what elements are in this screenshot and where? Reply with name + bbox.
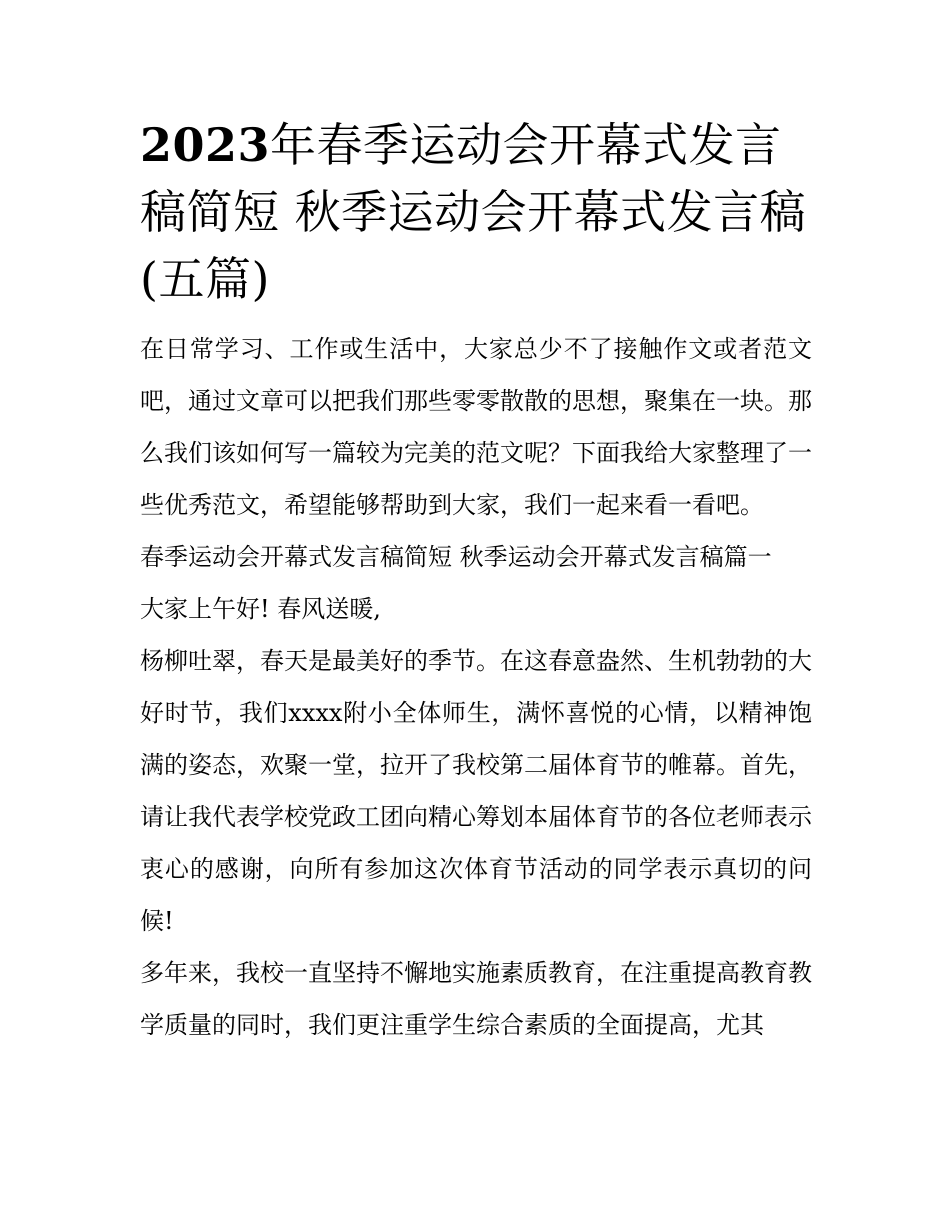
speech-paragraph: 杨柳吐翠，春天是最美好的季节。在这春意盎然、生机勃勃的大好时节，我们xxxx附小全体师生，满怀喜悦的心情，以精神饱满的姿态，欢聚一堂，拉开了我校第二届体育节的帷幕。首先，请让我代表学校党政工团向精心筹划本届体育节的各位老师表示衷心的感谢，向所有参加这次体育节活动的同学表示真切的问候! [140, 647, 812, 935]
title-year: 2023 [140, 118, 271, 172]
greeting-paragraph: 大家上午好! 春风送暖, [140, 595, 381, 623]
document-title [140, 112, 812, 313]
section-heading: 春季运动会开幕式发言稿简短 秋季运动会开幕式发言稿篇一 [140, 543, 772, 571]
document-body [140, 323, 812, 1051]
intro-paragraph: 在日常学习、工作或生活中，大家总少不了接触作文或者范文吧，通过文章可以把我们那些零零散散的思想，聚集在一块。那么我们该如何写一篇较为完美的范文呢？下面我给大家整理了一些优秀范文，希望能够帮助到大家，我们一起来看一看吧。 [140, 335, 812, 519]
speech-paragraph-continued: 多年来，我校一直坚持不懈地实施素质教育，在注重提高教育教学质量的同时，我们更注重学生综合素质的全面提高，尤其 [140, 959, 812, 1039]
document-page [140, 112, 812, 1051]
title-text: 年春季运动会开幕式发言稿简短 秋季运动会开幕式发言稿(五篇) [140, 118, 807, 306]
